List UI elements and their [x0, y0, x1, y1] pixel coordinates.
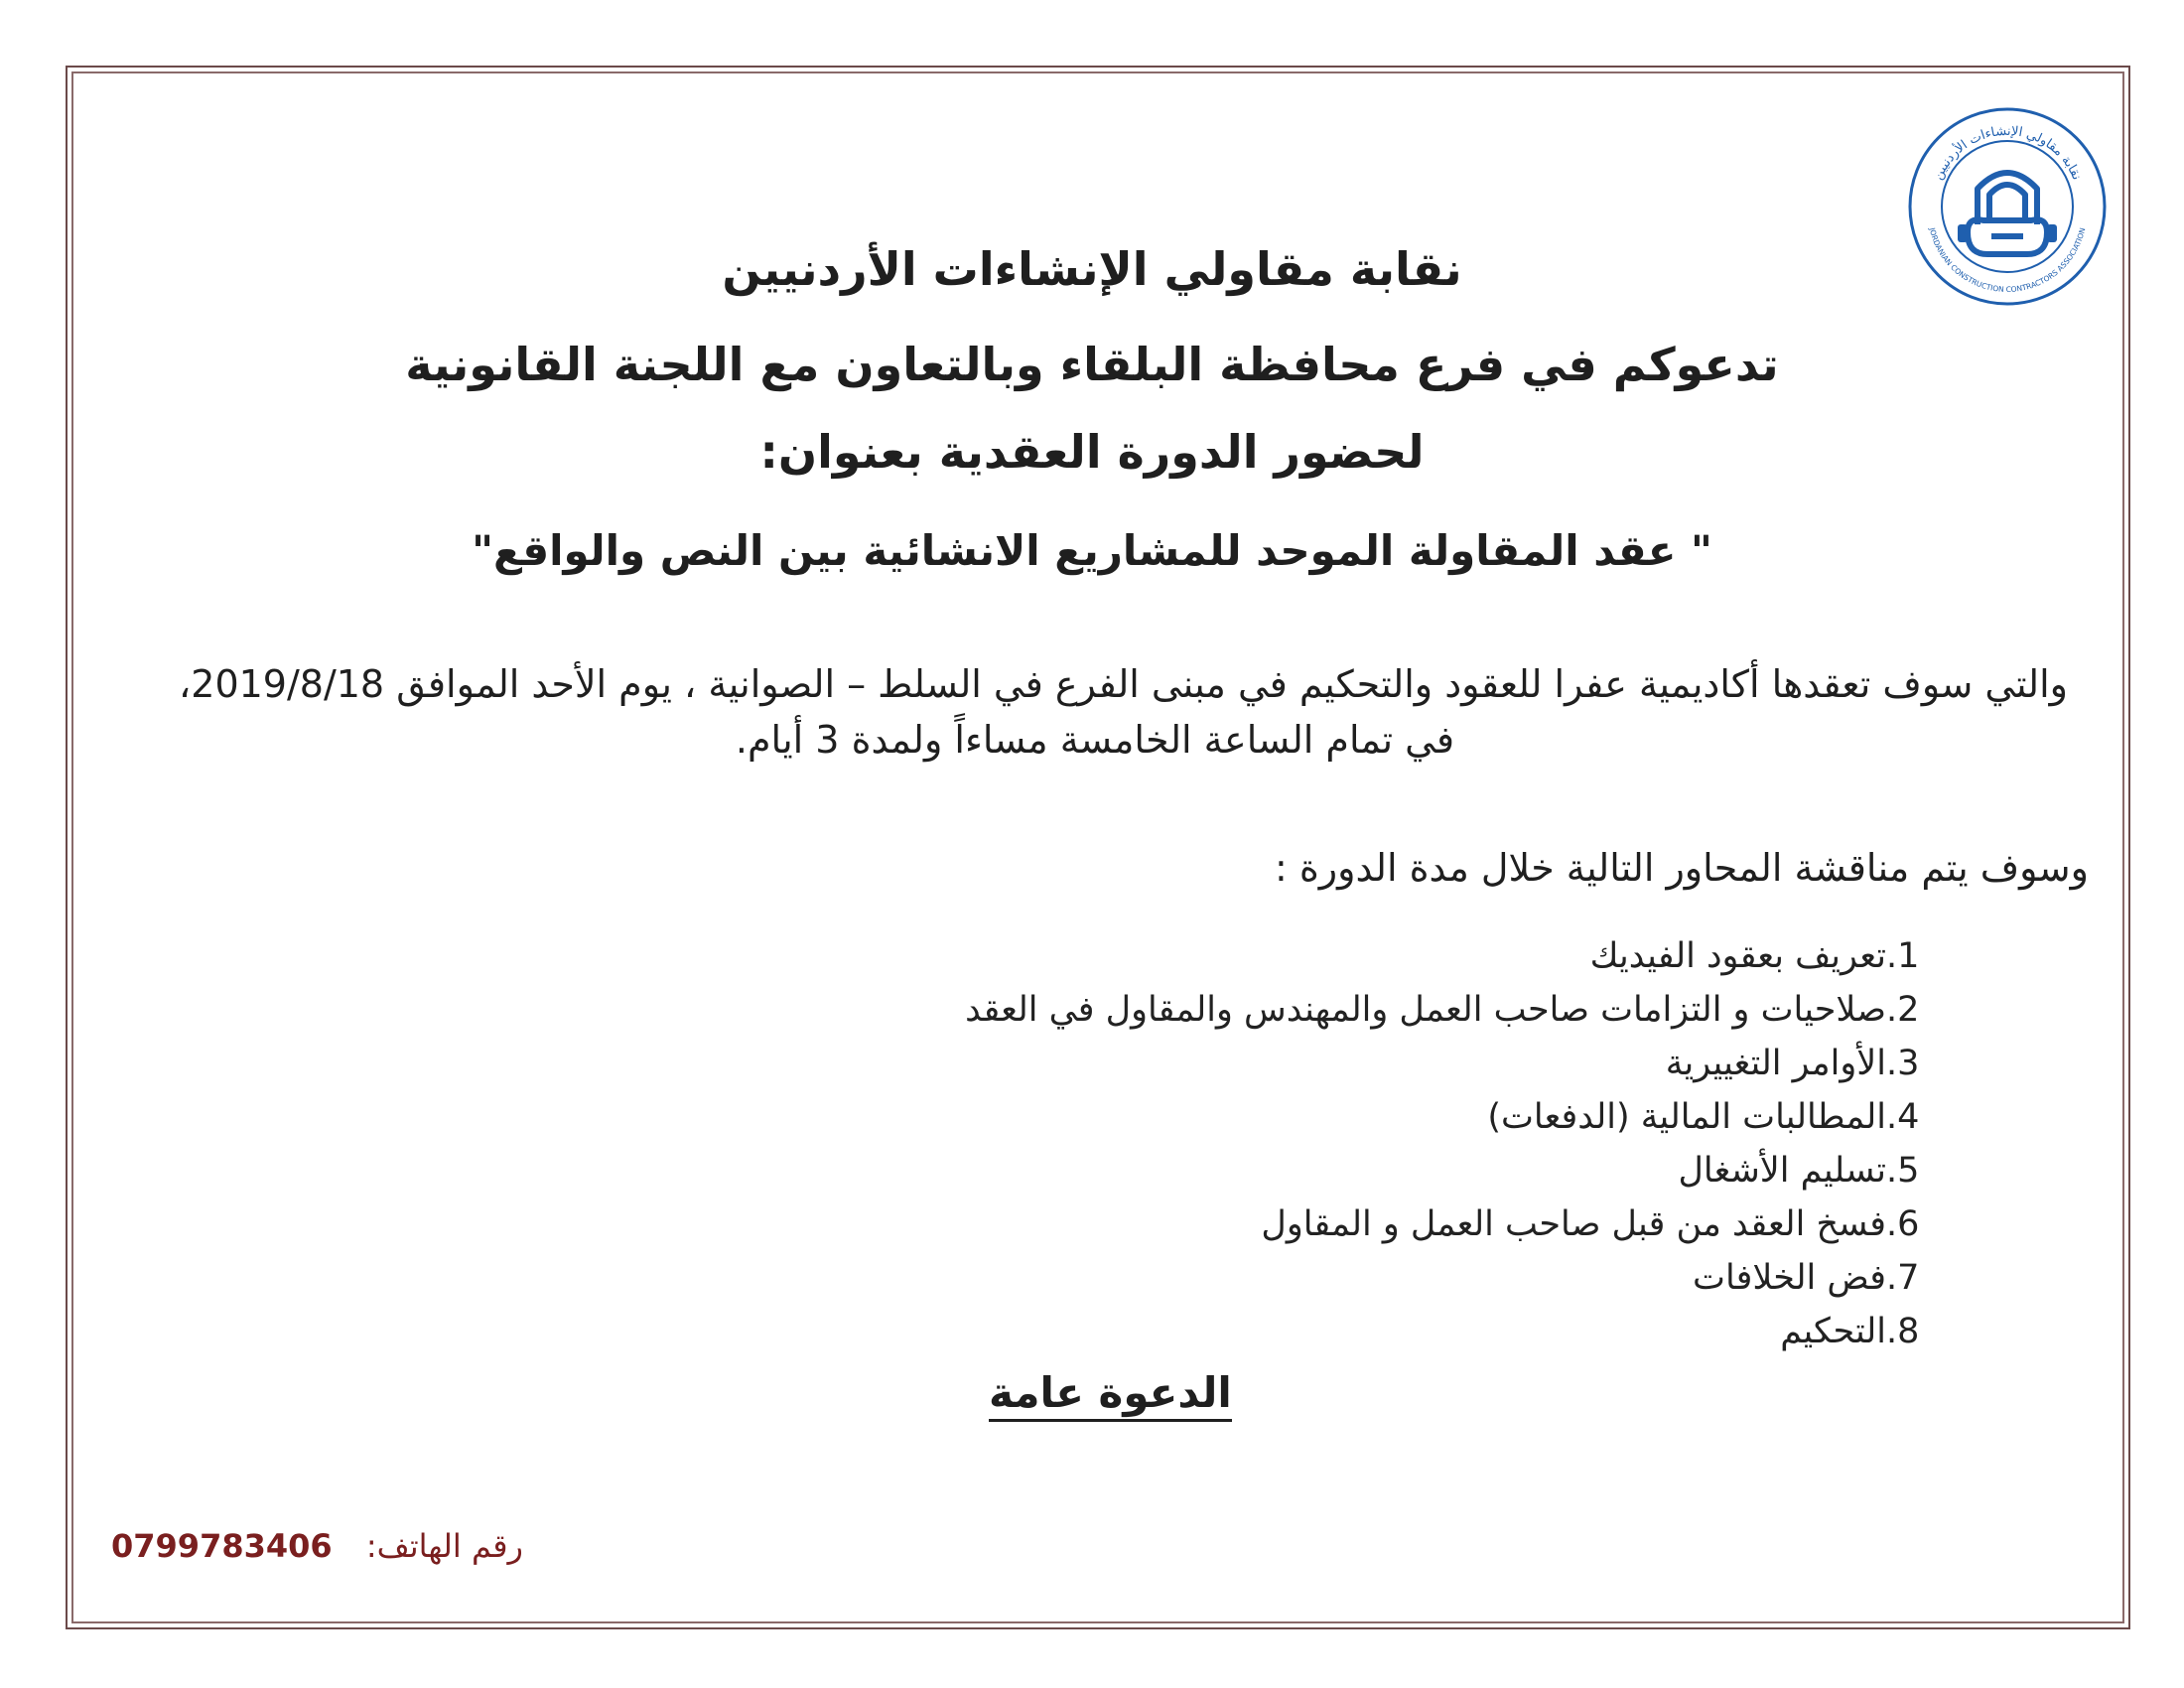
topics-list [552, 929, 1942, 1358]
phone-label: رقم الهاتف: [365, 1527, 523, 1565]
list-item: 7.فض الخلافات [1693, 1258, 1920, 1298]
course-title: " عقد المقاولة الموحد للمشاريع الانشائية بين النص والواقع" [472, 526, 1712, 575]
organization-title: نقابة مقاولي الإنشاءات الأردنيين [722, 242, 1462, 296]
phone-contact [111, 1527, 523, 1565]
course-intro-line: لحضور الدورة العقدية بعنوان: [759, 425, 1425, 479]
list-item: 4.المطالبات المالية (الدفعات) [1487, 1097, 1920, 1137]
seal-ring-text-en: JORDANIAN CONSTRUCTION CONTRACTORS ASSOCIATION [1927, 226, 2088, 295]
details-line-1: والتي سوف تعقدها أكاديمية عفرا للعقود والتحكيم في مبنى الفرع في السلط – الصوانية ، يوم الأحد الموافق 2019/8/18، [179, 662, 2068, 706]
list-item: 8.التحكيم [1780, 1312, 1920, 1351]
list-item: 2.صلاحيات و التزامات صاحب العمل والمهندس والمقاول في العقد [965, 990, 1920, 1030]
list-item: 3.الأوامر التغييرية [1665, 1044, 1920, 1083]
phone-number: 0799783406 [111, 1527, 333, 1565]
details-line-2: في تمام الساعة الخامسة مساءاً ولمدة 3 أيام. [735, 718, 1454, 762]
list-item: 1.تعريف بعقود الفيديك [1589, 936, 1920, 976]
invitation-line: تدعوكم في فرع محافظة البلقاء وبالتعاون مع اللجنة القانونية [405, 338, 1779, 391]
public-invitation-note: الدعوة عامة [989, 1368, 1232, 1422]
topics-intro: وسوف يتم مناقشة المحاور التالية خلال مدة الدورة : [1274, 846, 2089, 890]
list-item: 6.فسخ العقد من قبل صاحب العمل و المقاول [1261, 1204, 1920, 1244]
list-item: 5.تسليم الأشغال [1678, 1151, 1920, 1191]
seal-ring-text-ar: نقابة مقاولي الإنشاءات الأردنيين [1930, 123, 2085, 183]
